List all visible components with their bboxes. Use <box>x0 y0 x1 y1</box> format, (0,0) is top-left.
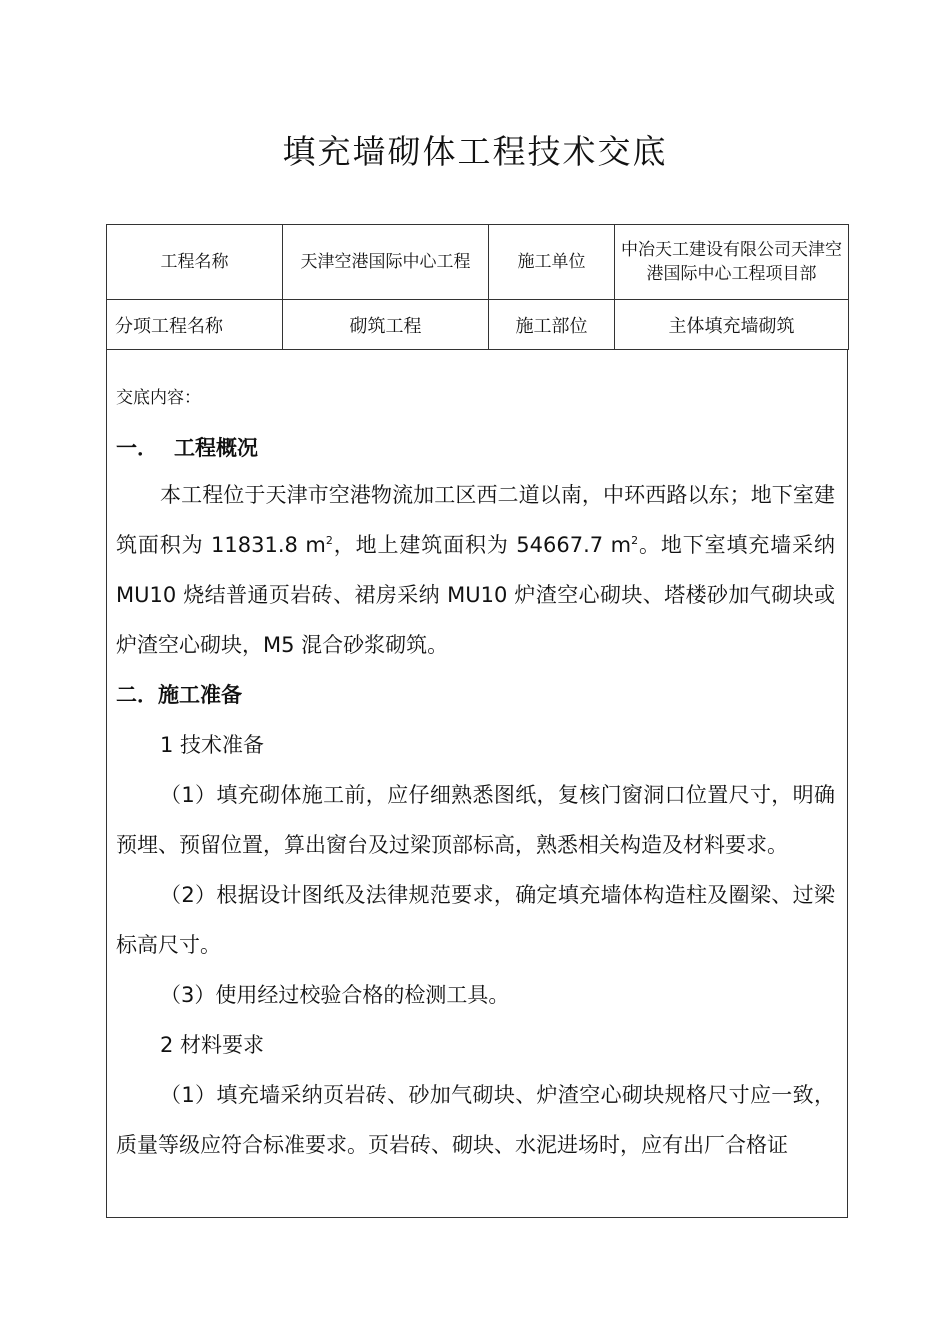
subproject-name-value: 砌筑工程 <box>283 300 489 350</box>
prep-item-2: （2）根据设计图纸及法律规范要求，确定填充墙体构造柱及圈梁、过梁标高尺寸。 <box>116 883 835 957</box>
construction-part-label: 施工部位 <box>489 300 615 350</box>
construction-part-value: 主体填充墙砌筑 <box>615 300 849 350</box>
section-1-title: 工程概况 <box>174 436 258 460</box>
overview-text-2: ，地上建筑面积为 54667.7 m <box>332 533 632 557</box>
contractor-value: 中冶天工建设有限公司天津空港国际中心工程项目部 <box>615 225 849 300</box>
area-unit-superscript-2: 2 <box>631 534 639 547</box>
section-2-heading: 二．施工准备 <box>116 683 242 707</box>
project-name-label: 工程名称 <box>107 225 283 300</box>
prep-item-3: （3）使用经过校验合格的检测工具。 <box>160 983 510 1007</box>
subsection-technical-prep: 1 技术准备 <box>160 733 265 757</box>
briefing-content-box <box>106 349 848 1218</box>
document-title: 填充墙砌体工程技术交底 <box>282 132 668 171</box>
overview-text-3: 。地下室填充墙采纳 MU10 烧结普通页岩砖、裙房采纳 MU10 炉渣空心砌块、塔楼砂加气砌块或炉渣空心砌块，M5 混合砂浆砌筑。 <box>116 533 835 657</box>
area-unit-superscript-1: 2 <box>325 534 333 547</box>
info-row-2 <box>107 300 849 350</box>
subproject-name-label: 分项工程名称 <box>107 300 283 350</box>
overview-text-1: 本工程位于天津市空港物流加工区西二道以南，中环西路以东；地下室建筑面积为 11831.8 m <box>116 483 835 557</box>
project-info-table <box>106 224 849 350</box>
project-name-value: 天津空港国际中心工程 <box>283 225 489 300</box>
contractor-label: 施工单位 <box>489 225 615 300</box>
subsection-material-reqs: 2 材料要求 <box>160 1033 265 1057</box>
material-item-1: （1）填充墙采纳页岩砖、砂加气砌块、炉渣空心砌块规格尺寸应一致，质量等级应符合标准要求。页岩砖、砌块、水泥进场时，应有出厂合格证 <box>116 1083 835 1157</box>
content-lead-label: 交底内容： <box>116 388 201 408</box>
overview-paragraph <box>116 470 835 670</box>
section-1-heading <box>116 434 835 462</box>
info-row-1 <box>107 225 849 300</box>
prep-item-1: （1）填充砌体施工前，应仔细熟悉图纸，复核门窗洞口位置尺寸，明确预埋、预留位置，算出窗台及过梁顶部标高，熟悉相关构造及材料要求。 <box>116 783 835 857</box>
section-1-number: 一． <box>116 436 158 460</box>
